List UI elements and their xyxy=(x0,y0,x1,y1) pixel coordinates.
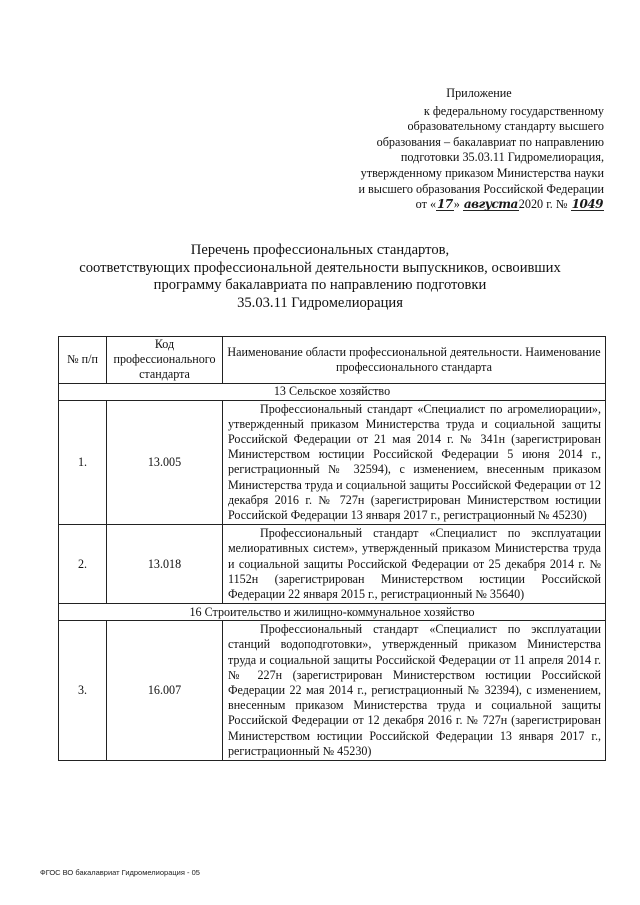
appendix-line: образовательному стандарту высшего xyxy=(407,119,604,134)
row-description xyxy=(223,525,606,604)
appendix-title: Приложение xyxy=(446,86,512,100)
row-num: 2. xyxy=(59,525,107,604)
order-number: 1049 xyxy=(571,197,603,212)
date-mid: » xyxy=(453,197,460,212)
header-num: № п/п xyxy=(59,337,107,384)
table-row xyxy=(59,621,606,761)
row-text: Профессиональный стандарт «Специалист по эксплуатации мелиоративных систем», утвержденный приказом Министерства труда и социальной защиты Российской Федерации от 25 декабря 2014 г. № 1152н (зарегистрирован Министерством юстиции Российской Федерации 22 января 2015 г., регистрационный № 35640) xyxy=(228,526,601,602)
section-row xyxy=(59,604,606,621)
heading-line: 35.03.11 Гидромелиорация xyxy=(237,294,403,311)
document-heading xyxy=(40,242,600,312)
section-row xyxy=(59,383,606,400)
row-code: 13.018 xyxy=(107,525,223,604)
date-day: 17 xyxy=(437,197,453,212)
heading-line: Перечень профессиональных стандартов, xyxy=(190,242,450,258)
row-text: Профессиональный стандарт «Специалист по агромелиорации», утвержденный приказом Министерства труда и социальной защиты Российской Федерации от 21 мая 2014 г. № 341н (зарегистрирован Министерством юстиции Российской Федерации 5 июня 2014 г., регистрационный № 32594), с изменением, внесенным приказом Министерства труда и социальной защиты Российской Федерации от 12 декабря 2016 г. № 727н (зарегистрирован Министерством юстиции Российской Федерации 13 января 2017 г., регистрационный № 45230) xyxy=(228,401,601,523)
date-month: августа xyxy=(463,197,518,212)
header-code: Код профессионального стандарта xyxy=(107,337,223,384)
appendix-block xyxy=(314,86,604,213)
row-num: 3. xyxy=(59,621,107,761)
table-row xyxy=(59,525,606,604)
heading-line: программу бакалавриата по направлению подготовки xyxy=(153,277,487,294)
row-code: 13.005 xyxy=(107,400,223,525)
row-description xyxy=(223,621,606,761)
row-num: 1. xyxy=(59,400,107,525)
row-text: Профессиональный стандарт «Специалист по эксплуатации станций водоподготовки», утвержденный приказом Министерства труда и социальной защиты Российской Федерации от 11 апреля 2014 г. № 227н (зарегистрирован Министерством юстиции Российской Федерации 22 мая 2014 г., регистрационный № 32394), с изменением, внесенным приказом Министерства труда и социальной защиты Российской Федерации от 12 декабря 2016 г. № 727н (зарегистрирован Министерством юстиции Российской Федерации 13 января 2017 г., регистрационный № 45230) xyxy=(228,622,601,758)
appendix-line: подготовки 35.03.11 Гидромелиорация, xyxy=(400,150,604,165)
appendix-line: утвержденному приказом Министерства науки xyxy=(360,165,604,180)
header-name: Наименование области профессиональной деятельности. Наименование профессионального стандарта xyxy=(223,337,606,384)
page-footer: ФГОС ВО бакалавриат Гидромелиорация - 05 xyxy=(40,868,200,877)
date-year: 2020 г. № xyxy=(518,197,568,212)
row-code: 16.007 xyxy=(107,621,223,761)
date-prefix: от « xyxy=(415,197,437,212)
appendix-date-line xyxy=(314,197,604,213)
section-title: 13 Сельское хозяйство xyxy=(59,383,606,400)
row-description xyxy=(223,400,606,525)
heading-line: соответствующих профессиональной деятельности выпускников, освоивших xyxy=(79,259,561,276)
standards-table xyxy=(58,336,606,761)
appendix-line: и высшего образования Российской Федерации xyxy=(358,181,604,196)
appendix-line: к федеральному государственному xyxy=(423,103,604,118)
table-row xyxy=(59,400,606,525)
section-title: 16 Строительство и жилищно-коммунальное хозяйство xyxy=(59,604,606,621)
appendix-line: образования – бакалавриат по направлению xyxy=(376,134,604,149)
table-header-row xyxy=(59,337,606,384)
